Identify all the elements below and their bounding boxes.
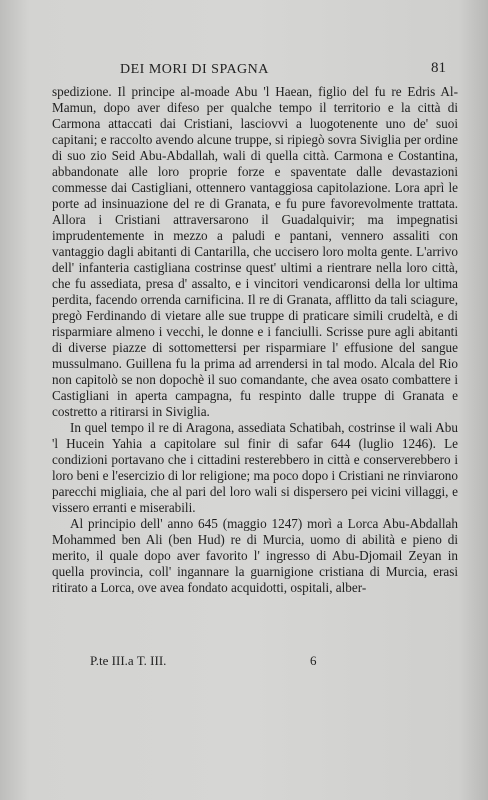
page-number: 81 [431, 60, 446, 76]
paragraph-3: Al principio dell' anno 645 (maggio 1247) morì a Lorca Abu-Abdallah Mohammed ben Ali (ben Hud) re di Murcia, uomo di abilità e pieno di merito, il quale dopo aver favorito l' ingresso di Abu-Djomail Zeyan in quella provincia, coll' ingannare la guarnigione cristiana di Murcia, erasi ritirato a Lorca, ove avea fondato acquidotti, ospitali, alber- [52, 516, 458, 595]
signature-sheet: 6 [310, 653, 317, 668]
running-title: DEI MORI DI SPAGNA [120, 62, 269, 77]
signature-part: P.te III.a T. III. [90, 653, 167, 668]
page-header [52, 62, 452, 82]
page-body [52, 84, 458, 596]
printer-signature [52, 653, 332, 671]
paragraph-2: In quel tempo il re di Aragona, assediata Schatibah, costrinse il wali Abu 'l Hucein Yahia a capitolare sul finir di safar 644 (luglio 1246). Le condizioni portavano che i cittadini resterebbero in città e conserverebbero i loro beni e l'esercizio di lor religione; ma poco dopo i Cristiani ne rinviarono parecchi migliaia, che al pari del loro wali si dispersero pei vicini villaggi, e vissero erranti e miserabili. [52, 420, 458, 515]
paragraph-1: spedizione. Il principe al-moade Abu 'l Haean, figlio del fu re Edris Al-Mamun, dopo aver difeso per qualche tempo il territorio e la città di Carmona attaccati dai Cristiani, lasciovvi a luogotenente uno de' suoi capitani; e raccolto avendo alcune truppe, si ripiegò sovra Siviglia per ordine di suo zio Seid Abu-Abdallah, wali di quella città. Carmona e Costantina, abbandonate alle loro proprie forze e spaventate dalle devastazioni commesse dai Castigliani, ottennero vantaggiosa capitolazione. Lora aprì le porte ad insinuazione del re di Granata, e fu pure favorevolmente trattata. Allora i Cristiani attraversarono il Guadalquivir; ma impegnatisi imprudentemente in mezzo a paludi e pantani, vennero assaliti con vantaggio dagli abitanti di Cantarilla, che uccisero loro molta gente. L'arrivo dell' infanteria castigliana costrinse quest' ultimi a rientrare nella loro città, che fu assediata, presa d' assalto, e i vincitori vendicaronsi della lor ultima perdita, facendo orrenda carnificina. Il re di Granata, afflitto da tali sciagure, pregò Ferdinando di vietare alle sue truppe di praticare simili crudeltà, e di risparmiare almeno i vecchi, le donne e i fanciulli. Scrisse pure agli abitanti di diverse piazze di sottomettersi per risparmiare l' effusione del sangue mussulmano. Guillena fu la prima ad arrendersi in tal modo. Alcala del Rio non capitolò se non dopochè il suo comandante, che avea osato combattere i Castigliani in aperta campagna, fu respinto dalle truppe di Granata e costretto a ritirarsi in Siviglia. [52, 84, 458, 419]
